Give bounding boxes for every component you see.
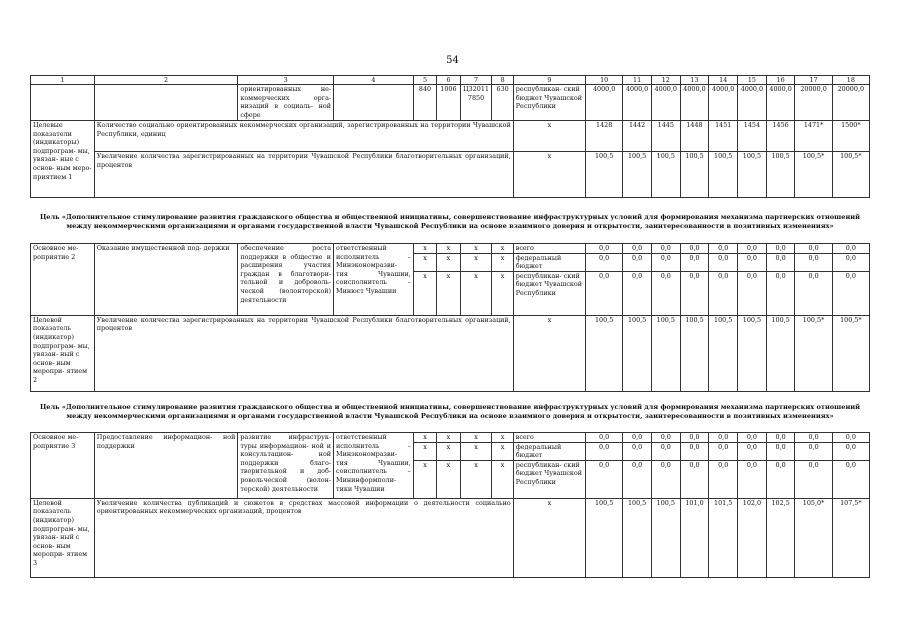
x-cell: х (437, 433, 460, 443)
code-cell: 1006 (437, 85, 460, 121)
value-cell: 100,5 (651, 315, 680, 391)
col-header: 1 (31, 76, 95, 85)
value-cell: 4000,0 (709, 85, 738, 121)
x-cell: х (492, 442, 513, 460)
value-cell: 0,0 (680, 433, 709, 443)
goal-heading: Цель «Дополнительное стимулирование развития гражданского общества и общественной инициативы, совершенствование инфраструктурных условий для формирования механизма партнерских отношений между некоммерческими организациями и органами государственной власти Чувашской Республики на основе взаимного доверия и открытости, заинтересованности в позитивных изменениях» (39, 403, 861, 420)
value-cell: 20000,0 (795, 85, 832, 121)
value-cell: 0,0 (651, 244, 680, 254)
value-cell: 1428 (586, 121, 623, 152)
value-cell: 101,5 (709, 498, 738, 577)
code-cell: 630 (492, 85, 513, 121)
value-cell: 1454 (738, 121, 767, 152)
source-cell: всего (513, 433, 585, 443)
x-cell: х (492, 460, 513, 498)
value-cell: 0,0 (623, 244, 652, 254)
value-cell: 100,5 (623, 315, 652, 391)
value-cell: 0,0 (623, 271, 652, 315)
code-cell: Ц32011 7850 (460, 85, 492, 121)
value-cell: 0,0 (709, 460, 738, 498)
value-cell: 0,0 (680, 253, 709, 271)
measure-title: Оказание имущественной под- держки (94, 244, 238, 316)
x-cell: х (437, 460, 460, 498)
value-cell: 100,5* (795, 315, 832, 391)
value-cell: 0,0 (680, 460, 709, 498)
value-cell: 0,0 (795, 253, 832, 271)
x-cell: х (492, 271, 513, 315)
value-cell: 0,0 (795, 433, 832, 443)
program-table-1 (30, 75, 870, 198)
value-cell: 4000,0 (586, 85, 623, 121)
indicator-label-cell: Целевой показатель (индикатор) подпрограм- мы, увязан- ный с основ- ным меропри- ятием 2 (31, 315, 95, 391)
x-cell: х (413, 442, 436, 460)
x-cell: х (460, 433, 492, 443)
indicator-text: Увеличение количества зарегистрированных на территории Чувашской Республики благотворительных организаций, процентов (94, 152, 513, 198)
indicator-text: Увеличение количества публикаций и сюжетов в средствах массовой информации о деятельности социально ориентированных некоммерческих организаций, процентов (94, 498, 513, 577)
col-header: 17 (795, 76, 832, 85)
table-row (31, 315, 870, 391)
value-cell: 100,5 (738, 152, 767, 198)
source-cell: всего (513, 244, 585, 254)
col-header: 8 (492, 76, 513, 85)
program-table-3 (30, 432, 870, 578)
x-cell: х (437, 442, 460, 460)
value-cell: 4000,0 (623, 85, 652, 121)
value-cell: 0,0 (709, 271, 738, 315)
value-cell: 0,0 (795, 271, 832, 315)
value-cell: 100,5* (832, 152, 869, 198)
x-cell: х (513, 315, 585, 391)
value-cell: 100,5 (680, 315, 709, 391)
executor-cell: ответственный исполнитель – Минэкономразви- тия Чувашии, соисполнитель – Минюст Чувашии (334, 244, 414, 316)
value-cell: 0,0 (766, 244, 795, 254)
value-cell: 107,5* (832, 498, 869, 577)
value-cell: 100,5 (709, 315, 738, 391)
value-cell: 0,0 (586, 442, 623, 460)
value-cell: 100,5 (651, 152, 680, 198)
program-table-2 (30, 243, 870, 392)
value-cell: 100,5 (623, 152, 652, 198)
x-cell: х (513, 152, 585, 198)
x-cell: х (460, 460, 492, 498)
value-cell: 100,5 (586, 315, 623, 391)
value-cell: 102,0 (738, 498, 767, 577)
x-cell: х (413, 253, 436, 271)
value-cell: 1451 (709, 121, 738, 152)
x-cell: х (413, 244, 436, 254)
value-cell: 100,5* (795, 152, 832, 198)
value-cell: 0,0 (795, 244, 832, 254)
col-header: 13 (680, 76, 709, 85)
value-cell: 1445 (651, 121, 680, 152)
value-cell: 100,5 (709, 152, 738, 198)
goal-cell: обеспечение роста поддержки в обществе и расширения участия граждан в благотвори- тельной и доброволь- ческой (волонтерской) деятельности (238, 244, 334, 316)
col-header: 7 (460, 76, 492, 85)
col-header: 9 (513, 76, 585, 85)
value-cell: 0,0 (832, 442, 869, 460)
value-cell: 1456 (766, 121, 795, 152)
x-cell: х (460, 271, 492, 315)
col-header: 15 (738, 76, 767, 85)
col-header: 16 (766, 76, 795, 85)
table-block-3 (30, 432, 870, 578)
goal-cell: развитие инфраструк- туры информацион- ной и консультацион- ной поддержки благо- творительной и доб- ровольческой (волон- терской) деятельности (238, 433, 334, 499)
table-row (31, 152, 870, 198)
value-cell: 100,5 (651, 498, 680, 577)
value-cell: 4000,0 (680, 85, 709, 121)
value-cell: 0,0 (795, 442, 832, 460)
value-cell: 0,0 (832, 460, 869, 498)
value-cell: 0,0 (651, 460, 680, 498)
table-row (31, 244, 870, 254)
source-cell: республикан- ский бюджет Чувашской Республики (513, 85, 585, 121)
x-cell: х (513, 121, 585, 152)
column-number-row (31, 76, 870, 85)
x-cell: х (492, 253, 513, 271)
x-cell: х (413, 460, 436, 498)
value-cell: 100,5 (586, 498, 623, 577)
x-cell: х (460, 442, 492, 460)
value-cell: 4000,0 (738, 85, 767, 121)
value-cell: 0,0 (832, 433, 869, 443)
col-header: 12 (651, 76, 680, 85)
table-row (31, 85, 870, 121)
value-cell: 100,5 (586, 152, 623, 198)
value-cell: 100,5* (832, 315, 869, 391)
value-cell: 1442 (623, 121, 652, 152)
value-cell: 0,0 (709, 433, 738, 443)
indicator-text: Увеличение количества зарегистрированных на территории Чувашской Республики благотворительных организаций, процентов (94, 315, 513, 391)
col-header: 10 (586, 76, 623, 85)
value-cell: 0,0 (586, 253, 623, 271)
source-cell: федеральный бюджет (513, 442, 585, 460)
indicator-text: Количество социально ориентированных некоммерческих организаций, зарегистрированных на территории Чувашской Республики, единиц (94, 121, 513, 152)
value-cell: 0,0 (651, 442, 680, 460)
measure-title: Предоставление информацион- ной поддержки (94, 433, 238, 499)
value-cell: 1471* (795, 121, 832, 152)
table-row (31, 498, 870, 577)
value-cell: 0,0 (709, 442, 738, 460)
value-cell: 1448 (680, 121, 709, 152)
value-cell: 0,0 (766, 442, 795, 460)
col-header: 14 (709, 76, 738, 85)
code-cell: 840 (413, 85, 436, 121)
source-cell: республикан- ский бюджет Чувашской Республики (513, 271, 585, 315)
col-header: 4 (334, 76, 414, 85)
executor-cell: ответственный исполнитель – Минэкономразви- тия Чувашии, соисполнитель – Мининформполи- тики Чувашии (334, 433, 414, 499)
value-cell: 0,0 (623, 442, 652, 460)
value-cell: 0,0 (680, 271, 709, 315)
col-header: 2 (94, 76, 238, 85)
value-cell: 0,0 (832, 244, 869, 254)
table-block-1 (30, 75, 870, 198)
indicator-label-cell: Целевые показатели (индикаторы) подпрограм- мы, увязан- ные с основ- ным меро- приятием 1 (31, 121, 95, 198)
value-cell: 102,5 (766, 498, 795, 577)
source-cell: федеральный бюджет (513, 253, 585, 271)
value-cell: 0,0 (738, 433, 767, 443)
value-cell: 0,0 (623, 253, 652, 271)
col-header: 6 (437, 76, 460, 85)
value-cell: 0,0 (795, 460, 832, 498)
value-cell: 0,0 (738, 244, 767, 254)
indicator-label-cell: Целевой показатель (индикатор) подпрограм- мы, увязан- ный с основ- ным меропри- ятием 3 (31, 498, 95, 577)
x-cell: х (437, 244, 460, 254)
value-cell: 0,0 (738, 271, 767, 315)
value-cell: 100,5 (766, 315, 795, 391)
source-cell: республикан- ский бюджет Чувашской Республики (513, 460, 585, 498)
value-cell: 0,0 (738, 253, 767, 271)
x-cell: х (413, 433, 436, 443)
value-cell: 100,5 (623, 498, 652, 577)
value-cell: 0,0 (680, 442, 709, 460)
value-cell: 0,0 (766, 433, 795, 443)
value-cell: 0,0 (680, 244, 709, 254)
value-cell: 0,0 (766, 460, 795, 498)
value-cell: 0,0 (738, 460, 767, 498)
value-cell: 0,0 (709, 253, 738, 271)
table-row (31, 433, 870, 443)
x-cell: х (492, 244, 513, 254)
value-cell: 100,5 (766, 152, 795, 198)
value-cell: 0,0 (766, 253, 795, 271)
value-cell: 20000,0 (832, 85, 869, 121)
goal-cell: ориентированных не- коммерческих орга- низаций в социаль- ной сфере (238, 85, 334, 121)
value-cell: 0,0 (651, 271, 680, 315)
value-cell: 100,5 (738, 315, 767, 391)
value-cell: 0,0 (832, 271, 869, 315)
value-cell: 4000,0 (651, 85, 680, 121)
value-cell: 0,0 (709, 244, 738, 254)
col-header: 11 (623, 76, 652, 85)
page-number: 54 (446, 55, 459, 66)
value-cell: 101,0 (680, 498, 709, 577)
table-row (31, 121, 870, 152)
value-cell: 0,0 (738, 442, 767, 460)
value-cell: 0,0 (623, 460, 652, 498)
value-cell: 0,0 (586, 271, 623, 315)
measure-label: Основное ме- роприятие 2 (31, 244, 95, 316)
measure-label: Основное ме- роприятие 3 (31, 433, 95, 499)
col-header: 5 (413, 76, 436, 85)
value-cell: 0,0 (766, 271, 795, 315)
x-cell: х (437, 253, 460, 271)
value-cell: 0,0 (586, 433, 623, 443)
value-cell: 0,0 (651, 433, 680, 443)
x-cell: х (437, 271, 460, 315)
goal-heading: Цель «Дополнительное стимулирование развития гражданского общества и общественной инициативы, совершенствование инфраструктурных условий для формирования механизма партнерских отношений между некоммерческими организациями и органами государственной власти Чувашской Республики на основе взаимного доверия и открытости, заинтересованности в позитивных изменениях» (39, 213, 861, 230)
table-block-2 (30, 243, 870, 392)
value-cell: 0,0 (586, 244, 623, 254)
value-cell: 0,0 (586, 460, 623, 498)
x-cell: х (460, 244, 492, 254)
col-header: 18 (832, 76, 869, 85)
value-cell: 4000,0 (766, 85, 795, 121)
x-cell: х (460, 253, 492, 271)
x-cell: х (513, 498, 585, 577)
value-cell: 0,0 (832, 253, 869, 271)
value-cell: 0,0 (623, 433, 652, 443)
value-cell: 0,0 (651, 253, 680, 271)
col-header: 3 (238, 76, 334, 85)
value-cell: 105,0* (795, 498, 832, 577)
x-cell: х (413, 271, 436, 315)
value-cell: 100,5 (680, 152, 709, 198)
value-cell: 1500* (832, 121, 869, 152)
x-cell: х (492, 433, 513, 443)
